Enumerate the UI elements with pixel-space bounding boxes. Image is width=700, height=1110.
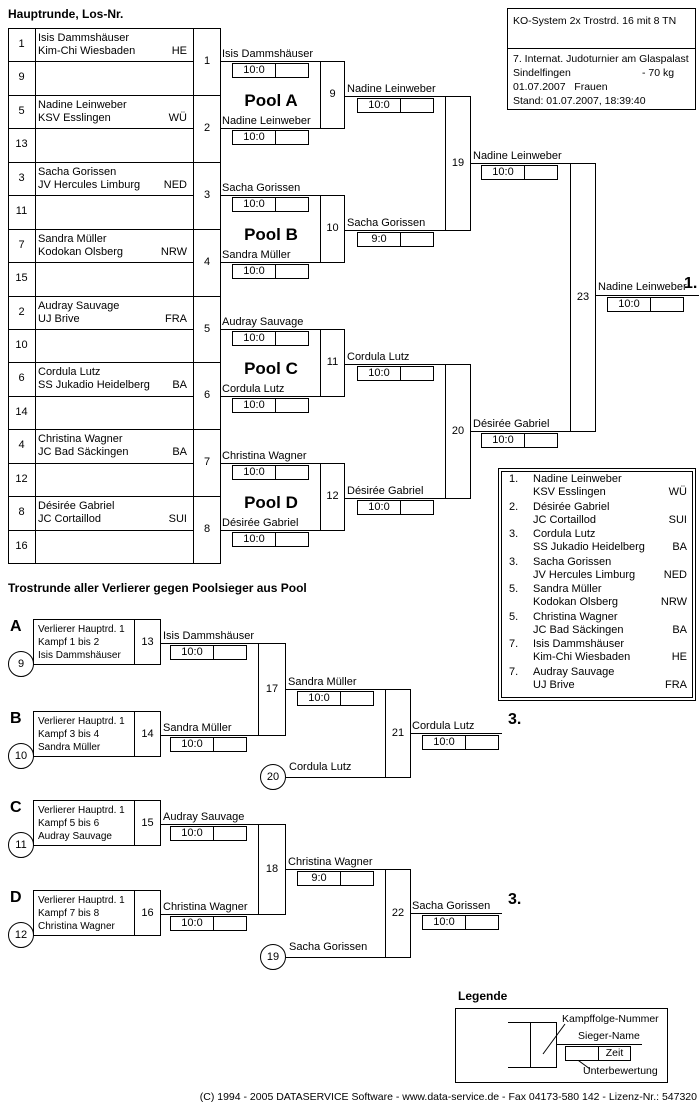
table-row-line (8, 463, 194, 464)
score-divider (465, 736, 466, 749)
pool-2-winner-name: Cordula Lutz (347, 351, 410, 363)
consolation-r2-0-winner-line (285, 689, 385, 690)
consolation-entry-line2: Kampf 1 bis 2 (38, 637, 100, 648)
pool-winner-feed-name: Cordula Lutz (289, 761, 352, 773)
los-number: 7 (18, 239, 25, 251)
score-value: 10:0 (368, 501, 390, 513)
pool-top-score (232, 197, 309, 212)
player-club: SS Jukadio Heidelberg (38, 379, 150, 391)
player-club: Kim-Chi Wiesbaden (38, 45, 136, 57)
pool-3-winner-name: Désirée Gabriel (347, 485, 424, 497)
pool-winner-feed-name: Sacha Gorissen (289, 941, 368, 953)
score-value: 10:0 (308, 692, 330, 704)
los-number: 13 (15, 138, 28, 150)
legend-score-box (565, 1046, 631, 1061)
player-club: UJ Brive (38, 313, 80, 325)
score-divider (340, 872, 341, 885)
consolation-entry-line1: Verlierer Hauptrd. 1 (38, 805, 125, 816)
score-divider (400, 367, 401, 380)
consolation-1-winner-name: Sandra Müller (163, 722, 232, 734)
consolation-0-winner-name: Isis Dammshäuser (163, 630, 255, 642)
legend-subscore-label: Unterbewertung (583, 1065, 658, 1077)
first-round-match-number: 6 (203, 389, 211, 401)
los-number: 9 (18, 71, 25, 83)
result-club: KSV Esslingen (533, 486, 606, 498)
result-rank: 7. (509, 666, 519, 678)
score-divider (275, 332, 276, 345)
result-club: JV Hercules Limburg (533, 569, 636, 581)
consolation-r2-match-number: 18 (265, 863, 279, 875)
score-value: 10:0 (181, 827, 203, 839)
result-region: NED (663, 569, 687, 581)
third-place-label: 3. (508, 891, 522, 908)
score-value: 10:0 (492, 434, 514, 446)
player-region: BA (172, 379, 187, 391)
first-round-match-number: 8 (203, 523, 211, 535)
score-value: 10:0 (181, 738, 203, 750)
first-round-match-number: 3 (203, 189, 211, 201)
consolation-1-score-box (170, 737, 247, 752)
pool-1-winner-name: Sacha Gorissen (347, 217, 426, 229)
consolation-r2-1-winner-line (285, 869, 385, 870)
third-place-0-winner-line (410, 733, 502, 734)
player-name: Nadine Leinweber (38, 99, 127, 111)
pool-3-score-box (357, 500, 434, 515)
pool-bottom-score (232, 532, 309, 547)
first-place-label: 1. (684, 275, 698, 292)
consolation-entry-line3: Audray Sauvage (38, 831, 112, 842)
score-value: 10:0 (433, 916, 455, 928)
score-divider (275, 399, 276, 412)
result-name: Isis Dammshäuser (533, 638, 625, 650)
pool-winner-feed-circle: 20 (260, 764, 286, 790)
table-row-line (8, 329, 194, 330)
player-club: JC Bad Säckingen (38, 446, 129, 458)
player-region: FRA (165, 313, 187, 325)
pool-2-score-box (357, 366, 434, 381)
consolation-r2-0-score-box (297, 691, 374, 706)
final-score-box (607, 297, 684, 312)
table-row-line (8, 296, 194, 297)
player-name: Christina Wagner (38, 433, 123, 445)
pool-bottom-score (232, 264, 309, 279)
legend-time-label: Zeit (605, 1047, 624, 1059)
player-club: KSV Esslingen (38, 112, 111, 124)
player-name: Sandra Müller (38, 233, 107, 245)
table-row-line (8, 429, 194, 430)
pool-match-number: 10 (326, 222, 339, 234)
third-place-1-winner-line (410, 913, 502, 914)
result-rank: 2. (509, 501, 519, 513)
semifinal-match-number: 20 (451, 425, 465, 437)
pool-label: Pool D (244, 493, 298, 512)
table-row-line (8, 362, 194, 363)
pool-bottom-score (232, 130, 309, 145)
table-row-line (8, 128, 194, 129)
los-number: 12 (15, 473, 28, 485)
pool-top-name: Audray Sauvage (222, 316, 304, 328)
pool-top-score (232, 465, 309, 480)
pool-top-name: Christina Wagner (222, 450, 307, 462)
consolation-entry-line2: Kampf 5 bis 6 (38, 818, 100, 829)
pool-match-number: 11 (326, 356, 339, 368)
pool-0-score-box (357, 98, 434, 113)
result-name: Sandra Müller (533, 583, 602, 595)
player-club: Kodokan Olsberg (38, 246, 123, 258)
pool-top-score (232, 63, 309, 78)
player-region: BA (172, 446, 187, 458)
result-rank: 3. (509, 556, 519, 568)
score-divider (275, 466, 276, 479)
consolation-entry-line2: Kampf 7 bis 8 (38, 908, 100, 919)
pool-label: Pool B (244, 225, 298, 244)
result-rank: 5. (509, 583, 519, 595)
score-value: 9:0 (311, 872, 327, 884)
score-divider (400, 99, 401, 112)
player-region: WÜ (168, 112, 187, 124)
result-rank: 5. (509, 611, 519, 623)
result-region: WÜ (668, 486, 687, 498)
event-name: 7. Internat. Judoturnier am Glaspalast (513, 53, 689, 65)
table-row-line (8, 396, 194, 397)
result-club: Kim-Chi Wiesbaden (533, 651, 631, 663)
score-divider (275, 198, 276, 211)
pool-bottom-name: Nadine Leinweber (222, 115, 311, 127)
score-value: 10:0 (368, 99, 390, 111)
player-club: JV Hercules Limburg (38, 179, 141, 191)
pool-match-number: 9 (329, 88, 336, 100)
consolation-3-score-box (170, 916, 247, 931)
third-place-0-score-box (422, 735, 499, 750)
first-round-match-number: 7 (203, 456, 211, 468)
result-region: BA (672, 541, 687, 553)
legend-match-number-label: Kampffolge-Nummer (562, 1013, 659, 1025)
consolation-entry-line3: Sandra Müller (38, 742, 101, 753)
result-club: SS Jukadio Heidelberg (533, 541, 645, 553)
result-name: Audray Sauvage (533, 666, 615, 678)
pool-match-number: 12 (326, 490, 339, 502)
semifinal-1-winner-line (470, 431, 570, 432)
first-round-match-number: 1 (203, 55, 211, 67)
pool-top-score (232, 331, 309, 346)
consolation-entry-line1: Verlierer Hauptrd. 1 (38, 716, 125, 727)
score-value: 10:0 (618, 298, 640, 310)
score-value: 10:0 (243, 533, 265, 545)
consolation-r2-0-winner-name: Sandra Müller (288, 676, 357, 688)
pool-winner-feed-line (286, 777, 385, 778)
player-region: NED (163, 179, 187, 191)
pool-winner-feed-circle: 19 (260, 944, 286, 970)
final-match-number: 23 (576, 291, 590, 303)
info-box (507, 8, 696, 110)
score-value: 10:0 (492, 166, 514, 178)
player-name: Isis Dammshäuser (38, 32, 130, 44)
player-name: Sacha Gorissen (38, 166, 117, 178)
los-number: 2 (18, 306, 25, 318)
pool-bottom-name: Cordula Lutz (222, 383, 285, 395)
consolation-3-winner-name: Christina Wagner (163, 901, 248, 913)
player-name: Cordula Lutz (38, 366, 101, 378)
player-name: Désirée Gabriel (38, 500, 115, 512)
score-value: 10:0 (243, 64, 265, 76)
los-number: 6 (18, 372, 25, 384)
consolation-entry-line1: Verlierer Hauptrd. 1 (38, 624, 125, 635)
score-value: 10:0 (368, 367, 390, 379)
legend-title: Legende (458, 989, 508, 1003)
score-divider (400, 233, 401, 246)
score-divider (465, 916, 466, 929)
pool-label: Pool C (244, 359, 298, 378)
result-name: Nadine Leinweber (533, 473, 622, 485)
los-number: 8 (18, 506, 25, 518)
result-name: Sacha Gorissen (533, 556, 612, 568)
footer-copyright: (C) 1994 - 2005 DATASERVICE Software - www.data-service.de - Fax 04173-580 142 - Lizenz-Nr.: 547320 (199, 1091, 697, 1103)
player-club: JC Cortaillod (38, 513, 101, 525)
table-row-line (8, 496, 194, 497)
result-rank: 3. (509, 528, 519, 540)
los-number: 10 (15, 339, 28, 351)
score-divider (524, 166, 525, 179)
loser-feed-circle: 12 (8, 922, 34, 948)
consolation-match-number: 13 (141, 636, 154, 648)
table-row-line (8, 95, 194, 96)
loser-feed-circle: 9 (8, 651, 34, 677)
semifinal-1-score-box (481, 433, 558, 448)
consolation-match-number: 15 (141, 817, 154, 829)
score-value: 10:0 (181, 917, 203, 929)
system-info: KO-System 2x Trostrd. 16 mit 8 TN (513, 15, 677, 27)
score-value: 10:0 (243, 265, 265, 277)
result-club: UJ Brive (533, 679, 575, 691)
info-box-divider (507, 48, 696, 49)
consolation-title: Trostrunde aller Verlierer gegen Poolsieger aus Pool (8, 581, 307, 595)
third-place-1-winner-name: Sacha Gorissen (412, 900, 491, 912)
consolation-0-score-box (170, 645, 247, 660)
los-number: 5 (18, 105, 25, 117)
result-name: Cordula Lutz (533, 528, 596, 540)
score-divider (213, 738, 214, 751)
weight-class: - 70 kg (642, 67, 675, 79)
score-value: 10:0 (181, 646, 203, 658)
consolation-entry-line3: Isis Dammshäuser (38, 650, 121, 661)
pool-2-winner-line (344, 364, 445, 365)
pool-0-winner-name: Nadine Leinweber (347, 83, 436, 95)
result-club: Kodokan Olsberg (533, 596, 618, 608)
pool-0-winner-line (344, 96, 445, 97)
score-divider (275, 64, 276, 77)
result-rank: 1. (509, 473, 519, 485)
semifinal-match-number: 19 (451, 157, 465, 169)
consolation-group-letter: D (10, 889, 22, 906)
table-row-line (8, 262, 194, 263)
semifinal-0-winner-line (470, 163, 570, 164)
score-divider (275, 533, 276, 546)
consolation-group-letter: B (10, 710, 22, 727)
third-place-label: 3. (508, 711, 522, 728)
los-number: 1 (18, 38, 25, 50)
semifinal-0-score-box (481, 165, 558, 180)
score-value: 9:0 (371, 233, 387, 245)
player-name: Audray Sauvage (38, 300, 120, 312)
consolation-group-letter: A (10, 618, 22, 635)
third-place-1-score-box (422, 915, 499, 930)
los-number: 11 (15, 205, 28, 217)
semifinal-1-winner-name: Désirée Gabriel (473, 418, 550, 430)
consolation-0-winner-line (160, 643, 258, 644)
pool-top-name: Isis Dammshäuser (222, 48, 314, 60)
result-club: JC Cortaillod (533, 514, 596, 526)
pool-winner-feed-line (286, 957, 385, 958)
legend-winner-label: Sieger-Name (578, 1030, 640, 1042)
pool-label: Pool A (244, 91, 298, 110)
score-divider (524, 434, 525, 447)
los-number: 4 (18, 439, 25, 451)
consolation-3-winner-line (160, 914, 258, 915)
stand-timestamp: Stand: 01.07.2007, 18:39:40 (513, 95, 646, 107)
event-date-category: 01.07.2007 Frauen (513, 81, 608, 93)
final-winner-line (595, 295, 699, 296)
consolation-r2-match-number: 17 (265, 683, 279, 695)
consolation-match-number: 16 (141, 907, 154, 919)
consolation-entry-line2: Kampf 3 bis 4 (38, 729, 100, 740)
table-row-line (8, 162, 194, 163)
player-region: SUI (168, 513, 187, 525)
score-divider (400, 501, 401, 514)
player-region: HE (171, 45, 187, 57)
event-location: Sindelfingen (513, 67, 571, 79)
main-round-title: Hauptrunde, Los-Nr. (8, 7, 124, 21)
pool-1-score-box (357, 232, 434, 247)
los-number: 3 (18, 172, 25, 184)
result-region: SUI (668, 514, 687, 526)
first-round-match-number: 2 (203, 122, 211, 134)
result-region: FRA (665, 679, 687, 691)
consolation-group-letter: C (10, 799, 22, 816)
first-round-match-number: 5 (203, 323, 211, 335)
consolation-match-number: 14 (141, 728, 154, 740)
result-region: BA (672, 624, 687, 636)
los-number: 15 (15, 272, 28, 284)
score-value: 10:0 (433, 736, 455, 748)
result-name: Désirée Gabriel (533, 501, 610, 513)
pool-3-winner-line (344, 498, 445, 499)
consolation-2-winner-line (160, 824, 258, 825)
score-divider (275, 131, 276, 144)
loser-feed-circle: 11 (8, 832, 34, 858)
consolation-2-score-box (170, 826, 247, 841)
consolation-1-winner-line (160, 735, 258, 736)
consolation-2-winner-name: Audray Sauvage (163, 811, 245, 823)
result-rank: 7. (509, 638, 519, 650)
score-divider (213, 646, 214, 659)
table-row-line (8, 530, 194, 531)
consolation-r2-1-winner-name: Christina Wagner (288, 856, 373, 868)
player-region: NRW (160, 246, 187, 258)
pool-bottom-name: Sandra Müller (222, 249, 291, 261)
table-row-line (8, 61, 194, 62)
pool-top-name: Sacha Gorissen (222, 182, 301, 194)
score-divider (213, 917, 214, 930)
result-name: Christina Wagner (533, 611, 618, 623)
result-region: NRW (660, 596, 687, 608)
score-divider (213, 827, 214, 840)
first-round-match-number: 4 (203, 256, 211, 268)
score-value: 10:0 (243, 399, 265, 411)
result-region: HE (671, 651, 687, 663)
table-row-line (8, 229, 194, 230)
los-number: 14 (15, 406, 28, 418)
table-row-line (8, 195, 194, 196)
third-place-0-winner-name: Cordula Lutz (412, 720, 475, 732)
consolation-entry-line1: Verlierer Hauptrd. 1 (38, 895, 125, 906)
score-value: 10:0 (243, 332, 265, 344)
los-number: 16 (15, 540, 28, 552)
score-value: 10:0 (243, 198, 265, 210)
final-winner-name: Nadine Leinweber (598, 281, 687, 293)
score-value: 10:0 (243, 131, 265, 143)
score-divider (650, 298, 651, 311)
pool-bottom-score (232, 398, 309, 413)
third-place-match-number: 22 (391, 907, 405, 919)
third-place-match-number: 21 (391, 727, 405, 739)
result-club: JC Bad Säckingen (533, 624, 624, 636)
score-divider (340, 692, 341, 705)
legend-box (455, 1008, 668, 1083)
consolation-r2-1-score-box (297, 871, 374, 886)
semifinal-0-winner-name: Nadine Leinweber (473, 150, 562, 162)
consolation-entry-line3: Christina Wagner (38, 921, 115, 932)
loser-feed-circle: 10 (8, 743, 34, 769)
score-value: 10:0 (243, 466, 265, 478)
score-divider (275, 265, 276, 278)
pool-bottom-name: Désirée Gabriel (222, 517, 299, 529)
pool-1-winner-line (344, 230, 445, 231)
